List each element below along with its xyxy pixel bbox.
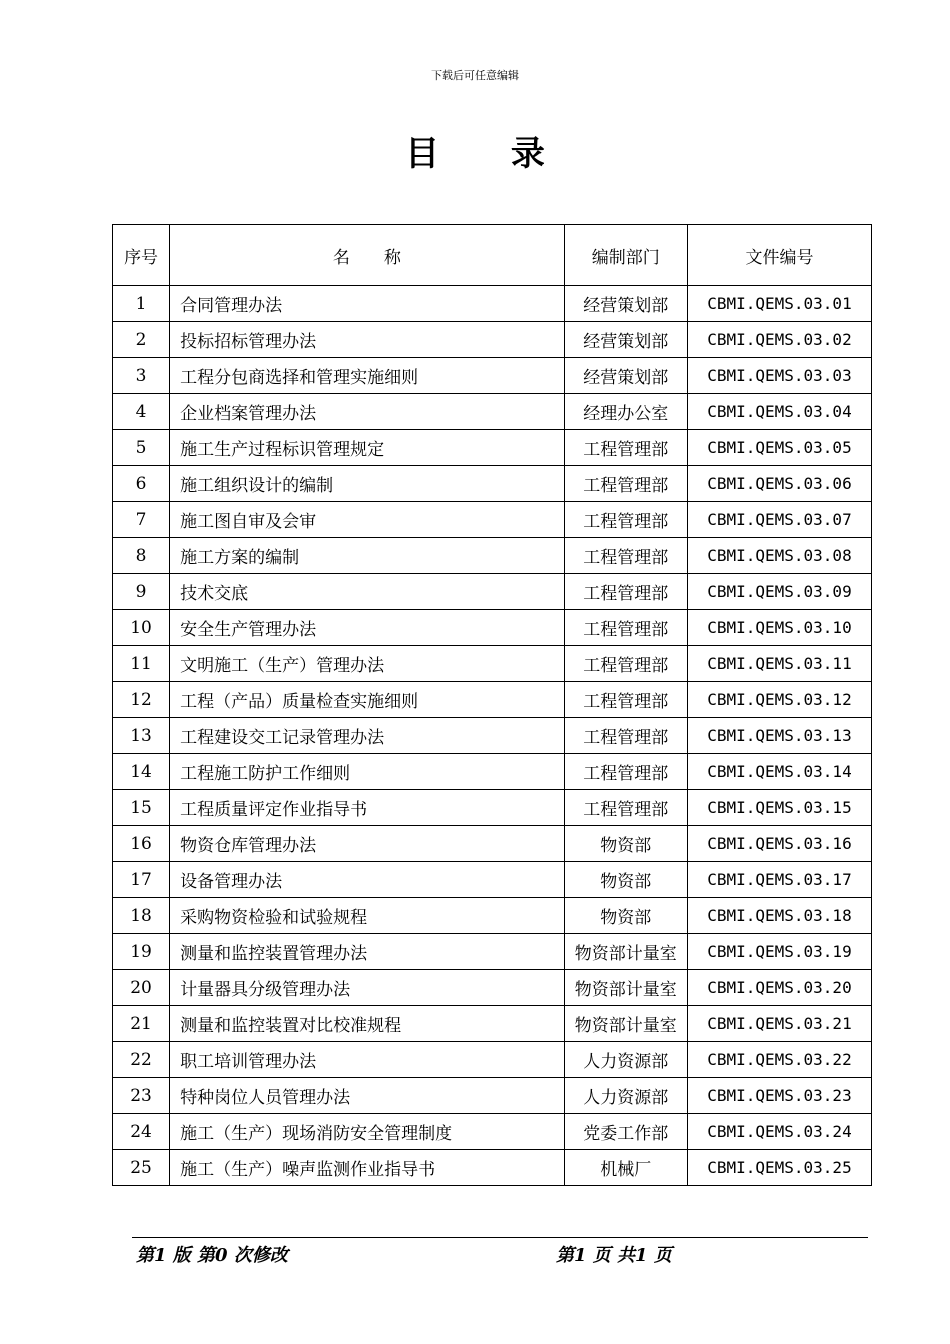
header-file-number: 文件编号 [687,225,871,286]
header-name: 名 称 [170,225,564,286]
table-row [113,1114,872,1150]
row-department: 工程管理部 [564,502,687,538]
row-file-number: CBMI.QEMS.03.07 [687,502,871,538]
row-file-number: CBMI.QEMS.03.21 [687,1006,871,1042]
row-name: 安全生产管理办法 [170,610,564,646]
footer-version: 第1 版 第0 次修改 [136,1245,288,1266]
table-row [113,502,872,538]
row-name: 施工方案的编制 [170,538,564,574]
row-serial: 13 [113,718,170,754]
row-department: 经理办公室 [564,394,687,430]
table-row [113,1150,872,1186]
row-serial: 22 [113,1042,170,1078]
row-serial: 9 [113,574,170,610]
row-serial: 18 [113,898,170,934]
row-department: 物资部计量室 [564,934,687,970]
table-row [113,1042,872,1078]
row-file-number: CBMI.QEMS.03.03 [687,358,871,394]
table-row [113,646,872,682]
header-serial: 序号 [113,225,170,286]
row-serial: 11 [113,646,170,682]
row-serial: 12 [113,682,170,718]
row-serial: 23 [113,1078,170,1114]
row-name: 技术交底 [170,574,564,610]
table-row [113,574,872,610]
row-name: 工程施工防护工作细则 [170,754,564,790]
row-name: 职工培训管理办法 [170,1042,564,1078]
row-serial: 5 [113,430,170,466]
row-file-number: CBMI.QEMS.03.20 [687,970,871,1006]
row-file-number: CBMI.QEMS.03.22 [687,1042,871,1078]
row-name: 施工生产过程标识管理规定 [170,430,564,466]
row-file-number: CBMI.QEMS.03.12 [687,682,871,718]
row-file-number: CBMI.QEMS.03.06 [687,466,871,502]
row-department: 工程管理部 [564,430,687,466]
row-department: 物资部 [564,862,687,898]
row-name: 合同管理办法 [170,286,564,322]
row-file-number: CBMI.QEMS.03.24 [687,1114,871,1150]
row-serial: 2 [113,322,170,358]
row-serial: 20 [113,970,170,1006]
row-name: 工程分包商选择和管理实施细则 [170,358,564,394]
row-file-number: CBMI.QEMS.03.23 [687,1078,871,1114]
row-serial: 24 [113,1114,170,1150]
row-file-number: CBMI.QEMS.03.16 [687,826,871,862]
toc-table [112,224,872,1186]
row-name: 施工组织设计的编制 [170,466,564,502]
toc-body [113,286,872,1186]
row-department: 工程管理部 [564,610,687,646]
row-file-number: CBMI.QEMS.03.02 [687,322,871,358]
row-name: 采购物资检验和试验规程 [170,898,564,934]
table-row [113,610,872,646]
row-department: 工程管理部 [564,754,687,790]
table-row [113,430,872,466]
table-row [113,394,872,430]
row-serial: 3 [113,358,170,394]
table-row [113,1006,872,1042]
row-name: 文明施工（生产）管理办法 [170,646,564,682]
row-file-number: CBMI.QEMS.03.01 [687,286,871,322]
row-department: 工程管理部 [564,790,687,826]
row-department: 机械厂 [564,1150,687,1186]
row-name: 施工图自审及会审 [170,502,564,538]
table-row [113,826,872,862]
row-name: 企业档案管理办法 [170,394,564,430]
table-row [113,754,872,790]
table-row [113,322,872,358]
row-file-number: CBMI.QEMS.03.19 [687,934,871,970]
footer-divider [132,1237,868,1238]
row-department: 人力资源部 [564,1042,687,1078]
row-department: 工程管理部 [564,538,687,574]
table-row [113,682,872,718]
row-department: 物资部计量室 [564,1006,687,1042]
row-file-number: CBMI.QEMS.03.14 [687,754,871,790]
row-department: 物资部 [564,898,687,934]
row-department: 工程管理部 [564,646,687,682]
row-serial: 21 [113,1006,170,1042]
row-name: 计量器具分级管理办法 [170,970,564,1006]
row-name: 测量和监控装置对比校准规程 [170,1006,564,1042]
row-serial: 4 [113,394,170,430]
header-note: 下载后可任意编辑 [431,69,519,82]
row-department: 工程管理部 [564,682,687,718]
table-row [113,970,872,1006]
page-title: 目 录 [405,134,575,174]
row-serial: 10 [113,610,170,646]
row-department: 党委工作部 [564,1114,687,1150]
row-department: 经营策划部 [564,286,687,322]
row-file-number: CBMI.QEMS.03.10 [687,610,871,646]
table-row [113,358,872,394]
row-name: 工程建设交工记录管理办法 [170,718,564,754]
row-serial: 1 [113,286,170,322]
table-row [113,862,872,898]
row-name: 投标招标管理办法 [170,322,564,358]
table-row [113,538,872,574]
row-serial: 6 [113,466,170,502]
header-department: 编制部门 [564,225,687,286]
table-header-row [113,225,872,286]
row-name: 特种岗位人员管理办法 [170,1078,564,1114]
row-serial: 15 [113,790,170,826]
table-row [113,1078,872,1114]
row-department: 物资部 [564,826,687,862]
row-serial: 19 [113,934,170,970]
row-serial: 17 [113,862,170,898]
table-row [113,790,872,826]
row-file-number: CBMI.QEMS.03.11 [687,646,871,682]
row-file-number: CBMI.QEMS.03.09 [687,574,871,610]
row-serial: 7 [113,502,170,538]
row-name: 物资仓库管理办法 [170,826,564,862]
row-name: 施工（生产）噪声监测作业指导书 [170,1150,564,1186]
row-department: 经营策划部 [564,322,687,358]
row-file-number: CBMI.QEMS.03.13 [687,718,871,754]
row-name: 施工（生产）现场消防安全管理制度 [170,1114,564,1150]
row-serial: 14 [113,754,170,790]
row-name: 工程（产品）质量检查实施细则 [170,682,564,718]
row-name: 工程质量评定作业指导书 [170,790,564,826]
table-row [113,718,872,754]
row-department: 工程管理部 [564,574,687,610]
table-row [113,934,872,970]
row-serial: 25 [113,1150,170,1186]
row-file-number: CBMI.QEMS.03.17 [687,862,871,898]
row-department: 物资部计量室 [564,970,687,1006]
row-file-number: CBMI.QEMS.03.18 [687,898,871,934]
row-serial: 8 [113,538,170,574]
row-name: 测量和监控装置管理办法 [170,934,564,970]
row-file-number: CBMI.QEMS.03.15 [687,790,871,826]
row-file-number: CBMI.QEMS.03.25 [687,1150,871,1186]
row-department: 工程管理部 [564,718,687,754]
table-row [113,286,872,322]
row-department: 人力资源部 [564,1078,687,1114]
footer-page-count: 第1 页 共1 页 [556,1245,672,1266]
row-department: 经营策划部 [564,358,687,394]
table-row [113,898,872,934]
row-department: 工程管理部 [564,466,687,502]
row-serial: 16 [113,826,170,862]
row-file-number: CBMI.QEMS.03.04 [687,394,871,430]
row-file-number: CBMI.QEMS.03.08 [687,538,871,574]
row-name: 设备管理办法 [170,862,564,898]
row-file-number: CBMI.QEMS.03.05 [687,430,871,466]
table-row [113,466,872,502]
